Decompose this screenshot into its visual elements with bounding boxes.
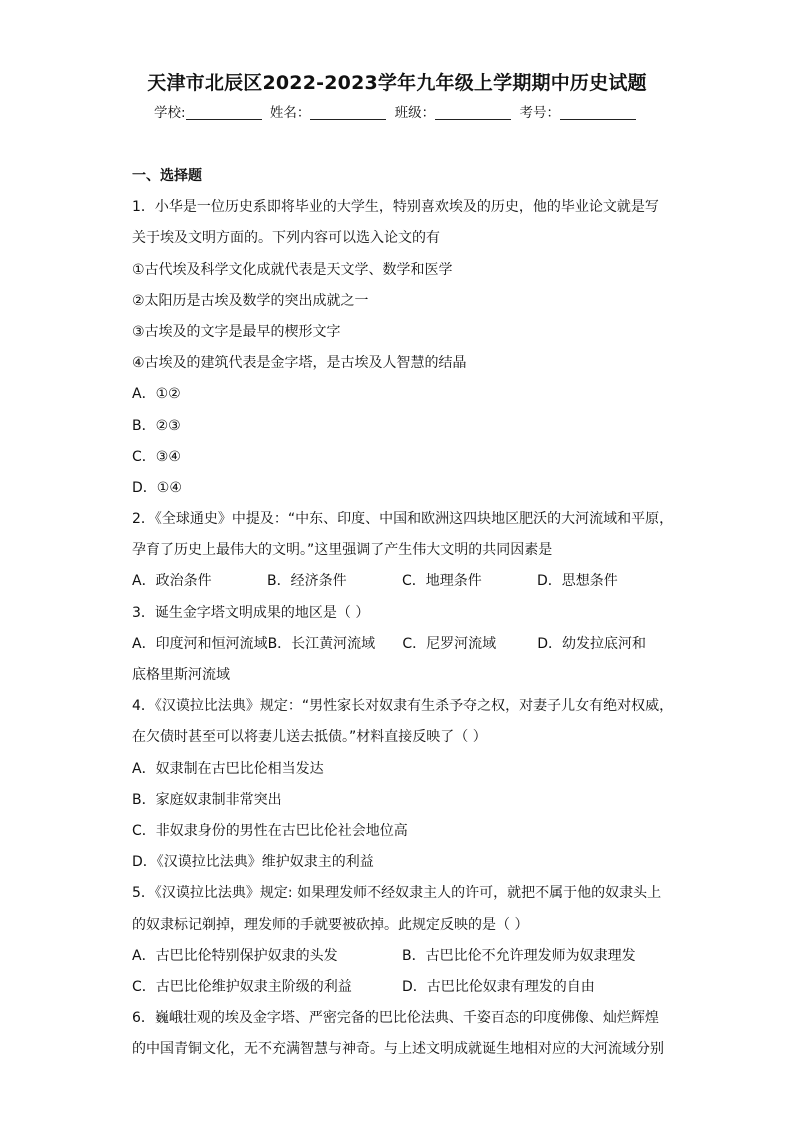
- q4-option-b: B．家庭奴隶制非常突出: [132, 791, 282, 808]
- q3-option-d: D．幼发拉底河和: [537, 635, 646, 652]
- q4-option-c: C．非奴隶身份的男性在古巴比伦社会地位高: [132, 822, 408, 839]
- q4-stem-line-1: 4．《汉谟拉比法典》规定：“男性家长对奴隶有生杀予夺之权，对妻子儿女有绝对权威，: [132, 698, 674, 715]
- q2-options: [132, 566, 672, 597]
- q3-options: [132, 629, 672, 660]
- q2-option-a: A．政治条件: [132, 573, 212, 590]
- question-body: [132, 161, 672, 1065]
- q1-option-b: B．②③: [132, 417, 181, 434]
- q3-option-b: B．长江黄河流域: [267, 635, 376, 652]
- q1-option-a: A．①②: [132, 386, 181, 403]
- name-label: 姓名：: [269, 105, 311, 121]
- q5-option-d: D．古巴比伦奴隶有理发的自由: [402, 978, 595, 995]
- q4-stem-line-2: 在欠债时甚至可以将妻儿送去抵债。”材料直接反映了（ ）: [132, 729, 487, 746]
- q1-item-3: ③古埃及的文字是最早的楔形文字: [132, 323, 341, 340]
- q1-stem-line-2: 关于埃及文明方面的。下列内容可以选入论文的有: [132, 230, 440, 247]
- class-label: 班级：: [394, 105, 436, 121]
- q1-option-d: D．①④: [132, 479, 182, 496]
- class-blank[interactable]: [435, 105, 511, 120]
- q4-option-d: D．《汉谟拉比法典》维护奴隶主的利益: [132, 854, 374, 871]
- q2-stem-line-2: 孕育了历史上最伟大的文明。”这里强调了产生伟大文明的共同因素是: [132, 542, 553, 559]
- student-info-line: [0, 101, 794, 121]
- q2-option-d: D．思想条件: [537, 573, 618, 590]
- q3-stem: 3．诞生金字塔文明成果的地区是（ ）: [132, 604, 370, 621]
- q2-option-b: B．经济条件: [267, 573, 347, 590]
- q6-stem-line-1: 6．巍峨壮观的埃及金字塔、严密完备的巴比伦法典、千姿百态的印度佛像、灿烂辉煌: [132, 1010, 659, 1027]
- page-title: 天津市北辰区2022-2023学年九年级上学期期中历史试题: [147, 72, 647, 94]
- school-blank[interactable]: [186, 105, 262, 120]
- q1-item-2: ②太阳历是古埃及数学的突出成就之一: [132, 292, 369, 309]
- q3-option-d-continued: 底格里斯河流域: [132, 667, 230, 683]
- section-heading: 一、选择题: [132, 168, 202, 184]
- exam-number-label: 考号：: [519, 105, 560, 121]
- school-label: 学校:: [154, 105, 186, 121]
- q6-stem-line-2: 的中国青铜文化，无不充满智慧与神奇。与上述文明成就诞生地相对应的大河流域分别: [132, 1041, 664, 1058]
- name-blank[interactable]: [310, 105, 386, 120]
- q5-stem-line-1: 5．《汉谟拉比法典》规定: 如果理发师不经奴隶主人的许可，就把不属于他的奴隶头上: [132, 885, 662, 902]
- q1-option-c: C．③④: [132, 448, 181, 465]
- q1-item-4: ④古埃及的建筑代表是金字塔，是古埃及人智慧的结晶: [132, 355, 467, 372]
- q2-option-c: C．地理条件: [402, 573, 482, 590]
- q1-item-1: ①古代埃及科学文化成就代表是天文学、数学和医学: [132, 261, 453, 278]
- q2-stem-line-1: 2．《全球通史》中提及：“中东、印度、中国和欧洲这四块地区肥沃的大河流域和平原，: [132, 511, 674, 528]
- q4-option-a: A．奴隶制在古巴比伦相当发达: [132, 760, 324, 777]
- q5-options-row-2: [132, 972, 672, 1003]
- q5-option-b: B．古巴比伦不允许理发师为奴隶理发: [402, 947, 636, 964]
- q5-option-a: A．古巴比伦特别保护奴隶的头发: [132, 947, 338, 964]
- exam-number-blank[interactable]: [560, 105, 636, 120]
- q3-option-a: A．印度河和恒河流域: [132, 635, 268, 652]
- q3-option-c: C．尼罗河流域: [402, 635, 497, 652]
- q5-stem-line-2: 的奴隶标记剃掉，理发师的手就要被砍掉。此规定反映的是（ ）: [132, 916, 529, 933]
- q5-options-row-1: [132, 941, 672, 972]
- q1-stem-line-1: 1．小华是一位历史系即将毕业的大学生，特别喜欢埃及的历史，他的毕业论文就是写: [132, 199, 659, 216]
- q5-option-c: C．古巴比伦维护奴隶主阶级的利益: [132, 978, 352, 995]
